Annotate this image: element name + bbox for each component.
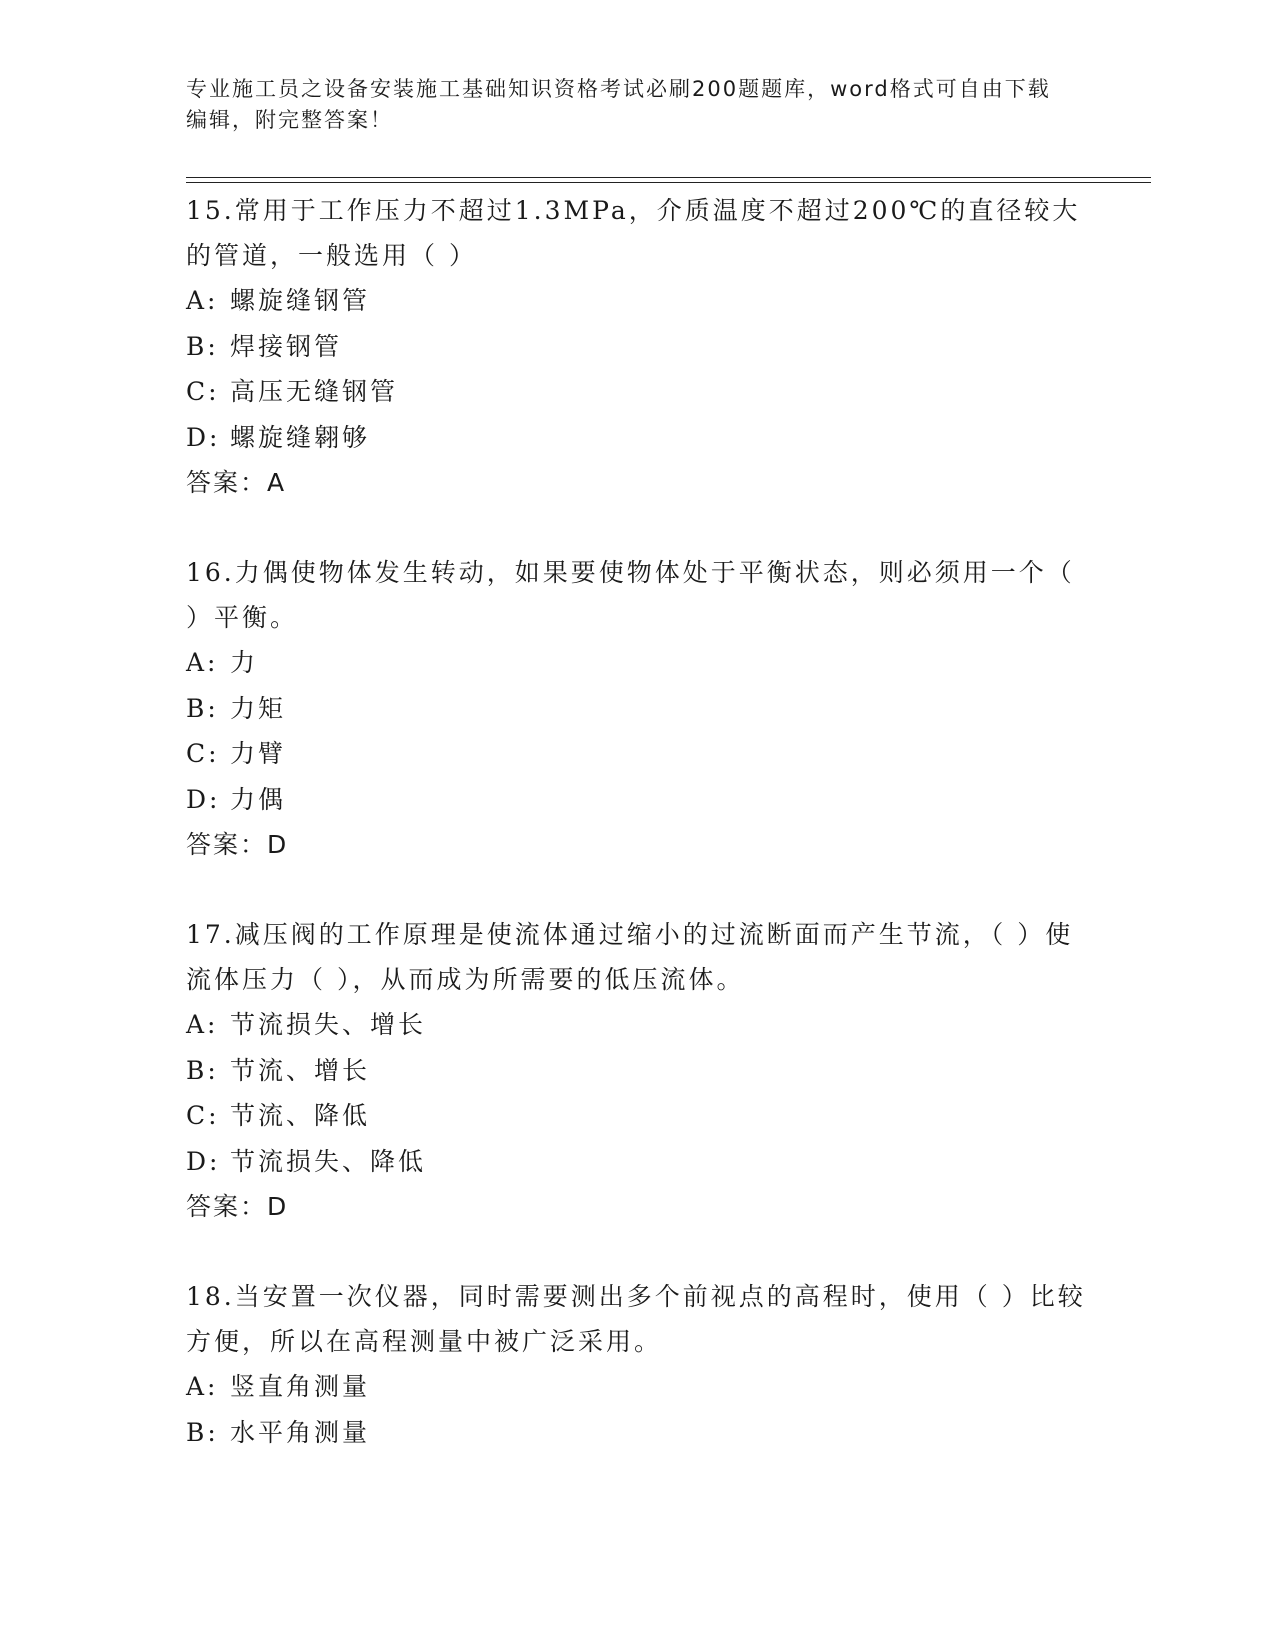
question-item (186, 912, 1086, 1229)
document-header: 专业施工员之设备安装施工基础知识资格考试必刷200题题库，word格式可自由下载编辑，附完整答案！ (186, 77, 1051, 132)
answer-line: 答案：D (186, 1192, 289, 1221)
option-c (186, 369, 1086, 415)
option-letter: A: (186, 1372, 219, 1401)
question-list (186, 188, 1086, 1500)
answer-line: 答案：D (186, 830, 289, 859)
option-letter: C: (186, 1101, 220, 1130)
option-letter: D: (186, 1146, 221, 1176)
option-text: 节流、增长 (230, 1055, 371, 1085)
option-text: 力臂 (230, 739, 287, 768)
option-text: 节流损失、增长 (230, 1010, 427, 1039)
header-rule-bottom (186, 182, 1151, 183)
option-letter: A: (186, 286, 219, 315)
option-letter: A: (186, 648, 219, 677)
option-text: 力 (230, 648, 259, 677)
header-rule-top (186, 177, 1151, 178)
question-item (186, 1274, 1086, 1455)
option-b (186, 324, 1086, 370)
option-text: 水平角测量 (230, 1417, 371, 1447)
option-c (186, 1093, 1086, 1139)
option-b (186, 686, 1086, 732)
option-text: 焊接钢管 (230, 331, 343, 361)
option-b (186, 1410, 1086, 1456)
option-d (186, 1139, 1086, 1185)
option-letter: B: (186, 693, 219, 723)
option-d (186, 777, 1086, 823)
option-text: 节流、降低 (230, 1101, 371, 1130)
option-text: 节流损失、降低 (230, 1146, 427, 1176)
option-b (186, 1048, 1086, 1094)
option-letter: A: (186, 1010, 219, 1039)
option-letter: B: (186, 331, 219, 361)
option-a (186, 278, 1086, 324)
question-text: 16.力偶使物体发生转动，如果要使物体处于平衡状态，则必须用一个（ ）平衡。 (186, 558, 1075, 632)
option-letter: C: (186, 739, 220, 768)
option-letter: D: (186, 422, 221, 452)
question-text: 18.当安置一次仪器，同时需要测出多个前视点的高程时，使用（ ）比较方便，所以在高程测量中被广泛采用。 (186, 1282, 1086, 1356)
question-item (186, 550, 1086, 867)
answer-line: 答案：A (186, 468, 287, 497)
question-text: 15.常用于工作压力不超过1.3MPa，介质温度不超过200℃的直径较大的管道，一般选用（ ） (186, 196, 1081, 270)
option-letter: B: (186, 1055, 219, 1085)
option-d (186, 415, 1086, 461)
option-letter: B: (186, 1417, 219, 1447)
option-c (186, 731, 1086, 777)
option-a (186, 1364, 1086, 1410)
option-text: 力矩 (230, 693, 287, 723)
option-text: 高压无缝钢管 (230, 377, 399, 406)
option-text: 力偶 (230, 784, 287, 814)
option-text: 竖直角测量 (230, 1372, 371, 1401)
option-letter: C: (186, 377, 220, 406)
option-a (186, 1002, 1086, 1048)
option-letter: D: (186, 784, 221, 814)
option-text: 螺旋缝钢管 (230, 286, 371, 315)
question-item (186, 188, 1086, 505)
option-text: 螺旋缝翱够 (230, 422, 371, 452)
option-a (186, 640, 1086, 686)
question-text: 17.减压阀的工作原理是使流体通过缩小的过流断面而产生节流，（ ）使流体压力（ ），从而成为所需要的低压流体。 (186, 920, 1074, 994)
